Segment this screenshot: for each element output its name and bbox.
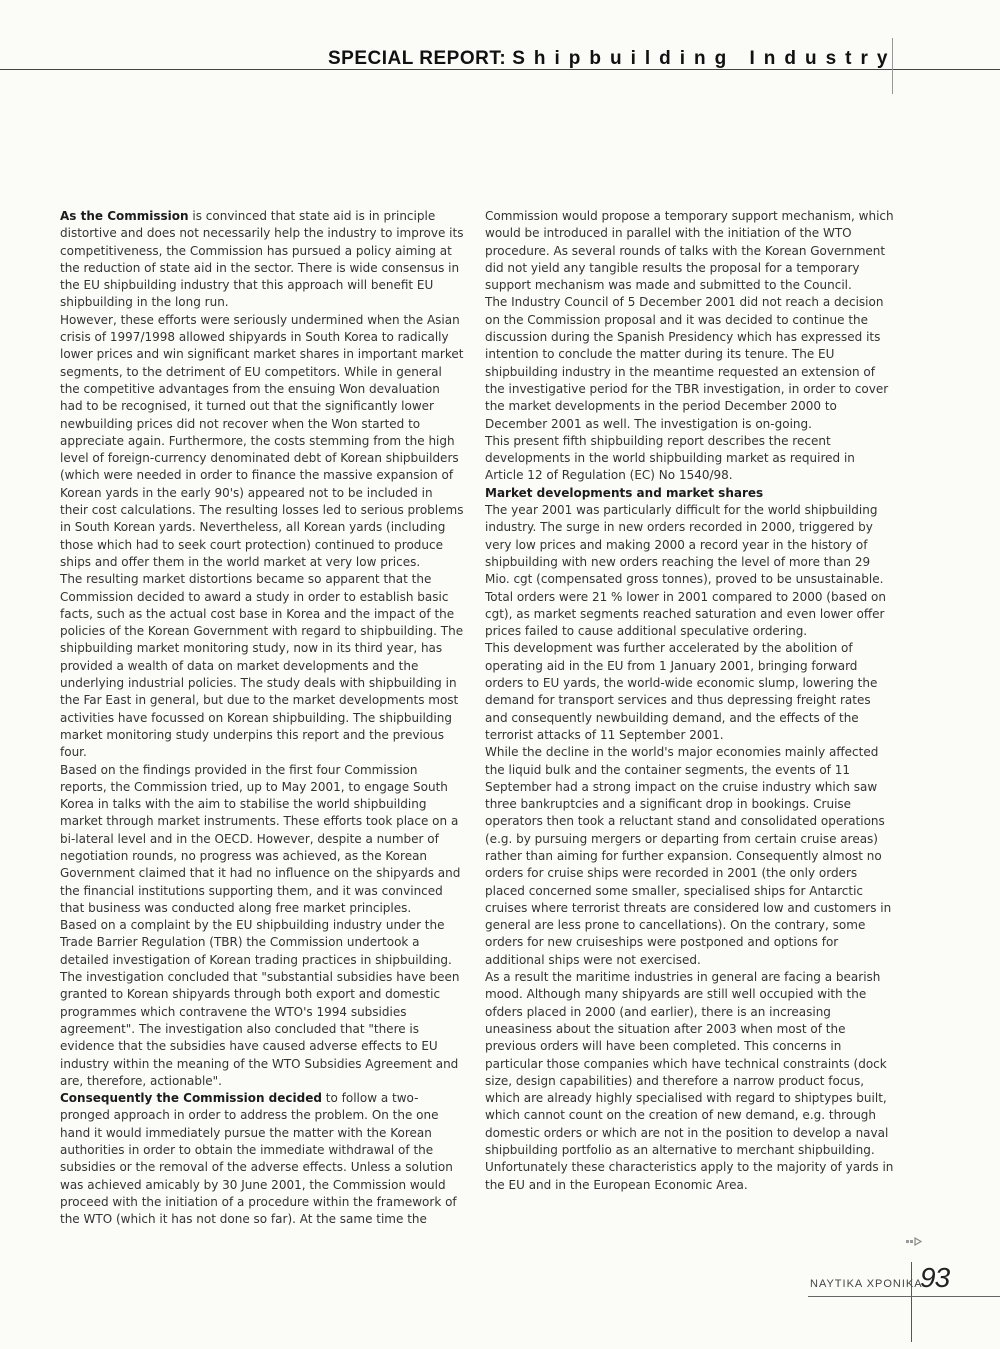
footer-rule xyxy=(808,1296,1000,1297)
paragraph: Based on the findings provided in the first four Commission reports, the Commission tried, up to May 2001, to engage South Korea in talks with the aim to stabilise the world shipbuilding market through market instruments. These efforts took place on a bi-lateral level and in the OECD. However, despite a number of negotiation rounds, no progress was achieved, as the Korean Government claimed that it had no influence on the shipyards and the financial institutions supporting them, and it was convinced that business was conducted along free market principles. xyxy=(60,762,461,915)
left-column xyxy=(60,208,464,1229)
header-divider xyxy=(892,38,893,94)
page-number: 93 xyxy=(920,1262,950,1293)
page-header xyxy=(328,48,897,70)
paragraph: However, these efforts were seriously undermined when the Asian crisis of 1997/1998 allowed shipyards in South Korea to radically lower prices and win significant market shares in important market segments, to the detriment of EU competitors. While in general the competitive advantages from the ensuing Won devaluation had to be recognised, it turned out that the significantly lower newbuilding prices did not recover when the Won started to appreciate again. Furthermore, the costs stemming from the high level of foreign-currency denominated debt of Korean shipbuilders (which were needed in order to finance the massive expansion of Korean yards in the early 90's) appeared not to be included in their cost calculations. The resulting losses led to serious problems in South Korean yards. Nevertheless, all Korean yards (including those which had to seek court protection) continued to produce ships and offer them in the world market at very low prices. xyxy=(60,312,464,569)
paragraph: Commission would propose a temporary support mechanism, which would be introduced in parallel with the initiation of the WTO procedure. As several rounds of talks with the Korean Government did not yield any tangible results the proposal for a temporary support mechanism was made and submitted to the Council. xyxy=(485,209,894,293)
header-subtitle: Shipbuilding Industry xyxy=(512,48,897,69)
header-rule xyxy=(0,69,1000,70)
right-column xyxy=(485,208,895,1194)
footer-divider xyxy=(911,1262,912,1342)
section-heading: Market developments and market shares xyxy=(485,485,764,500)
paragraph xyxy=(60,1090,464,1228)
header-label: SPECIAL REPORT: xyxy=(328,48,507,69)
magazine-name: ΝΑΥΤΙΚΑ ΧΡΟΝΙΚΑ xyxy=(810,1278,923,1290)
paragraph: This development was further accelerated by the abolition of operating aid in the EU from 1 January 2001, bringing forward orders to EU yards, the world-wide economic slump, lowering the demand for transport services and thus depressing freight rates and consequently newbuilding demand, and the effects of the terrorist attacks of 11 September 2001. xyxy=(485,641,878,742)
paragraph: Based on a complaint by the EU shipbuilding industry under the Trade Barrier Regulation (TBR) the Commission undertook a detailed investigation of Korean trading practices in shipbuilding. The investigation concluded that "substantial subsidies have been granted to Korean shipyards through both export and domestic programmes which contravene the WTO's 1994 subsidies agreement". The investigation also concluded that "there is evidence that the subsidies have caused adverse effects to EU industry within the meaning of the WTO Subsidies Agreement and are, therefore, actionable". xyxy=(60,918,460,1088)
lead-in: As the Commission xyxy=(60,209,189,223)
paragraph: The resulting market distortions became so apparent that the Commission decided to award a study in order to establish basic facts, such as the actual cost base in Korea and the impact of the policies of the Korean Government with regard to shipbuilding. The shipbuilding market monitoring study, now in its third year, has provided a wealth of data on market developments and the underlying industrial policies. The study deals with shipbuilding in the Far East in general, but due to the market developments most activities have focussed on Korean shipbuilding. The shipbuilding market monitoring study underpins this report and the previous four. xyxy=(60,572,464,760)
paragraph: As a result the maritime industries in general are facing a bearish mood. Although many shipyards are still well occupied with the ofders placed in 2000 (and earlier), there is an increasing uneasiness about the situation after 2003 when most of the previous orders will have been completed. This concerns in particular those companies which have technical constraints (dock size, design capabilities) and therefore a narrow product focus, which are already highly specialised with regard to shiptypes built, which cannot count on the creation of new demand, e.g. through domestic orders or which are not in the position to develop a naval shipbuilding portfolio as an alternative to merchant shipbuilding. Unfortunately these characteristics apply to the majority of yards in the EU and in the European Economic Area. xyxy=(485,970,894,1192)
paragraph-text: is convinced that state aid is in principle distortive and does not necessarily help the industry to improve its competitiveness, the Commission has pursued a policy aiming at the reduction of state aid in the sector. There is wide consensus in the EU shipbuilding industry that this approach will benefit EU shipbuilding in the long run. xyxy=(60,209,464,310)
arrow-right-icon xyxy=(906,1236,924,1250)
paragraph-text: to follow a two-pronged approach in order to address the problem. On the one hand it would immediately pursue the matter with the Korean authorities in order to obtain the immediate withdrawal of the subsidies or the removal of the adverse effects. Unless a solution was achieved amicably by 30 June 2001, the Commission would proceed with the initiation of a procedure within the framework of the WTO (which it has not done so far). At the same time the xyxy=(60,1091,457,1227)
paragraph: While the decline in the world's major economies mainly affected the liquid bulk and the container segments, the events of 11 September had a strong impact on the cruise industry which saw three bankruptcies and a significant drop in bookings. Cruise operators then took a reluctant stand and consolidated operations (e.g. by pursuing mergers or departing from certain cruise areas) rather than aiming for further expansion. Consequently almost no orders for cruise ships were recorded in 2001 (the only orders placed concerned some smaller, specialised ships for Antarctic cruises where terrorist threats are considered low and customers in general are less prone to cancellations). On the contrary, some orders for new cruiseships were postponed and options for additional ships were not exercised. xyxy=(485,745,892,967)
paragraph: The Industry Council of 5 December 2001 did not reach a decision on the Commission proposal and it was decided to continue the discussion during the Spanish Presidency which has expressed its intention to conclude the matter during its tenure. The EU shipbuilding industry in the meantime requested an extension of the investigative period for the TBR investigation, in order to cover the market developments in the period December 2000 to December 2001 as well. The investigation is on-going. xyxy=(485,295,889,431)
paragraph: The year 2001 was particularly difficult for the world shipbuilding industry. The surge in new orders recorded in 2000, triggered by very low prices and making 2000 a record year in the history of shipbuilding with new orders reaching the level of more than 29 Mio. cgt (compensated gross tonnes), proved to be unsustainable. Total orders were 21 % lower in 2001 compared to 2000 (based on cgt), as market segments reached saturation and even lower offer prices failed to cause additional speculative ordering. xyxy=(485,503,886,639)
paragraph xyxy=(60,208,464,312)
lead-in: Consequently the Commission decided xyxy=(60,1091,322,1106)
paragraph: This present fifth shipbuilding report describes the recent developments in the world shipbuilding market as required in Article 12 of Regulation (EC) No 1540/98. xyxy=(485,433,855,483)
